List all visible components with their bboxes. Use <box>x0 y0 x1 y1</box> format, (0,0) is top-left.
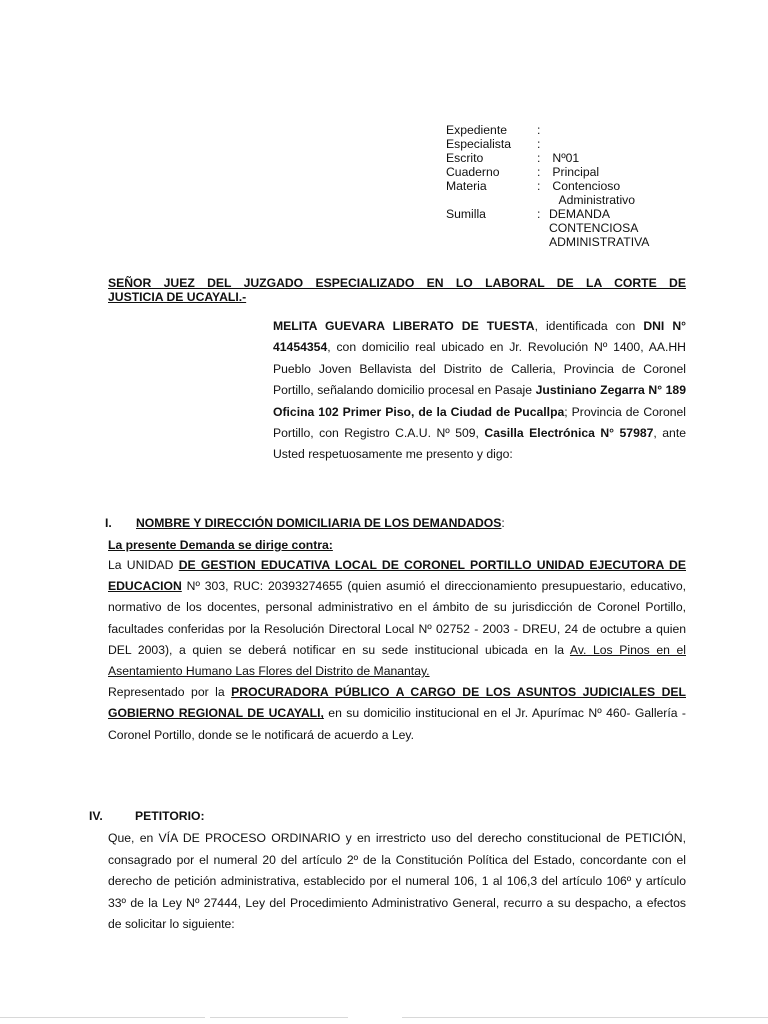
plaintiff-name: MELITA GUEVARA LIBERATO DE TUESTA <box>273 319 535 333</box>
case-row-sumilla <box>446 207 706 249</box>
electronic-box: Casilla Electrónica N° 57987 <box>484 426 654 441</box>
section-1-heading <box>105 516 705 530</box>
case-header <box>446 123 706 249</box>
case-colon: : <box>537 123 541 137</box>
defendant-paragraph <box>108 555 686 682</box>
representative-entity: PROCURADORA PÚBLICO A CARGO DE LOS ASUNTOS JUDICIALES DEL GOBIERNO REGIONAL DE UCAYALI, <box>108 685 686 721</box>
case-value-line: DEMANDA <box>549 207 610 221</box>
addressee <box>108 276 686 304</box>
body-text: en su domicilio institucional en el Jr. Apurímac Nº 460- Gallería - Coronel Portillo, donde se le notificará de acuerdo a Ley. <box>108 706 686 742</box>
addressee-line2: JUSTICIA DE UCAYALI.- <box>108 290 247 304</box>
case-label: Especialista <box>446 137 512 151</box>
section-title-suffix: : <box>501 516 505 530</box>
case-row-especialista <box>446 137 706 151</box>
case-row-cuaderno <box>446 165 706 179</box>
section-number: I. <box>105 516 112 530</box>
representative-paragraph <box>108 682 686 746</box>
case-colon: : <box>537 137 541 151</box>
section-title: NOMBRE Y DIRECCIÓN DOMICILIARIA DE LOS DEMANDADOS <box>136 516 502 530</box>
case-value-line: Administrativo <box>549 193 636 207</box>
case-colon: : <box>537 179 541 193</box>
case-row-expediente <box>446 123 706 137</box>
defendant-entity: DE GESTION EDUCATIVA LOCAL DE CORONEL PORTILLO UNIDAD EJECUTORA DE EDUCACION <box>108 558 686 594</box>
case-colon: : <box>537 165 541 179</box>
case-value <box>549 123 706 137</box>
body-text: Representado por la <box>108 685 232 700</box>
footer-rule <box>210 1017 348 1018</box>
section-number: IV. <box>89 809 103 823</box>
section-title: PETITORIO: <box>135 809 205 823</box>
case-colon: : <box>537 207 541 221</box>
body-text: Nº 303, RUC: 20393274655 (quien asumió el direccionamiento presupuestario, educativo, normativo de los docentes, personal administrativo en el ámbito de su jurisdicción de Coronel Portillo, facultades conferidas por la Resolución Directoral Local Nº 02752 - 2003 - DREU, 24 de octubre a quien DEL 2003), a quien se deberá notificar en su sede institucional ubicada en la <box>108 579 686 657</box>
case-value-line: Contencioso <box>549 179 621 193</box>
case-colon: : <box>537 151 541 165</box>
case-label: Escrito <box>446 151 484 165</box>
footer-rule <box>0 1017 205 1018</box>
case-value-line: ADMINISTRATIVA <box>549 235 650 249</box>
case-label: Sumilla <box>446 207 486 221</box>
section-4-heading <box>89 809 689 823</box>
footer-rule <box>402 1017 768 1018</box>
procedural-address: Justiniano Zegarra N° 189 Oficina 102 Primer Piso, de la Ciudad de Pucallpa <box>273 383 686 419</box>
section-1-subheading: La presente Demanda se dirige contra: <box>108 538 333 552</box>
case-value: Principal <box>549 165 600 179</box>
section-1-body <box>108 555 686 746</box>
intro-text: , identificada con <box>534 319 644 333</box>
body-text: La UNIDAD <box>108 558 179 572</box>
intro-text: ; Provincia de Coronel Portillo, con Registro C.A.U. Nº 509, <box>273 404 686 441</box>
case-row-escrito <box>446 151 706 165</box>
case-label: Cuaderno <box>446 165 500 179</box>
section-4-body: Que, en VÍA DE PROCESO ORDINARIO y en irrestricto uso del derecho constitucional de PETICIÓN, consagrado por el numeral 20 del artículo 2º de la Constitución Política del Estado, concordante con el derecho de petición administrativa, establecido por el numeral 106, 1 al 106,3 del artículo 106º y artículo 33º de la Ley Nº 27444, Ley del Procedimiento Administrativo General, recurro a su despacho, a efectos de solicitar lo siguiente: <box>108 831 686 932</box>
intro-paragraph <box>273 316 686 466</box>
intro-text: , ante Usted respetuosamente me presento y digo: <box>273 426 686 462</box>
addressee-line1: SEÑOR JUEZ DEL JUZGADO ESPECIALIZADO EN LO LABORAL DE LA CORTE DE <box>108 276 686 290</box>
case-label: Expediente <box>446 123 507 137</box>
case-label: Materia <box>446 179 487 193</box>
case-value <box>549 137 706 151</box>
case-row-materia <box>446 179 706 207</box>
case-value <box>549 179 706 207</box>
defendant-address: Av. Los Pinos en el Asentamiento Humano Las Flores del Distrito de Manantay. <box>108 642 686 679</box>
case-value <box>549 207 706 249</box>
intro-text: , con domicilio real ubicado en Jr. Revolución Nº 1400, AA.HH Pueblo Joven Bellavista del Distrito de Calleria, Provincia de Coronel Portillo, señalando domicilio procesal en Pasaje <box>273 340 686 398</box>
dni: DNI N° 41454354 <box>273 319 686 355</box>
case-value-line: CONTENCIOSA <box>549 221 639 235</box>
case-value: Nº01 <box>549 151 580 165</box>
